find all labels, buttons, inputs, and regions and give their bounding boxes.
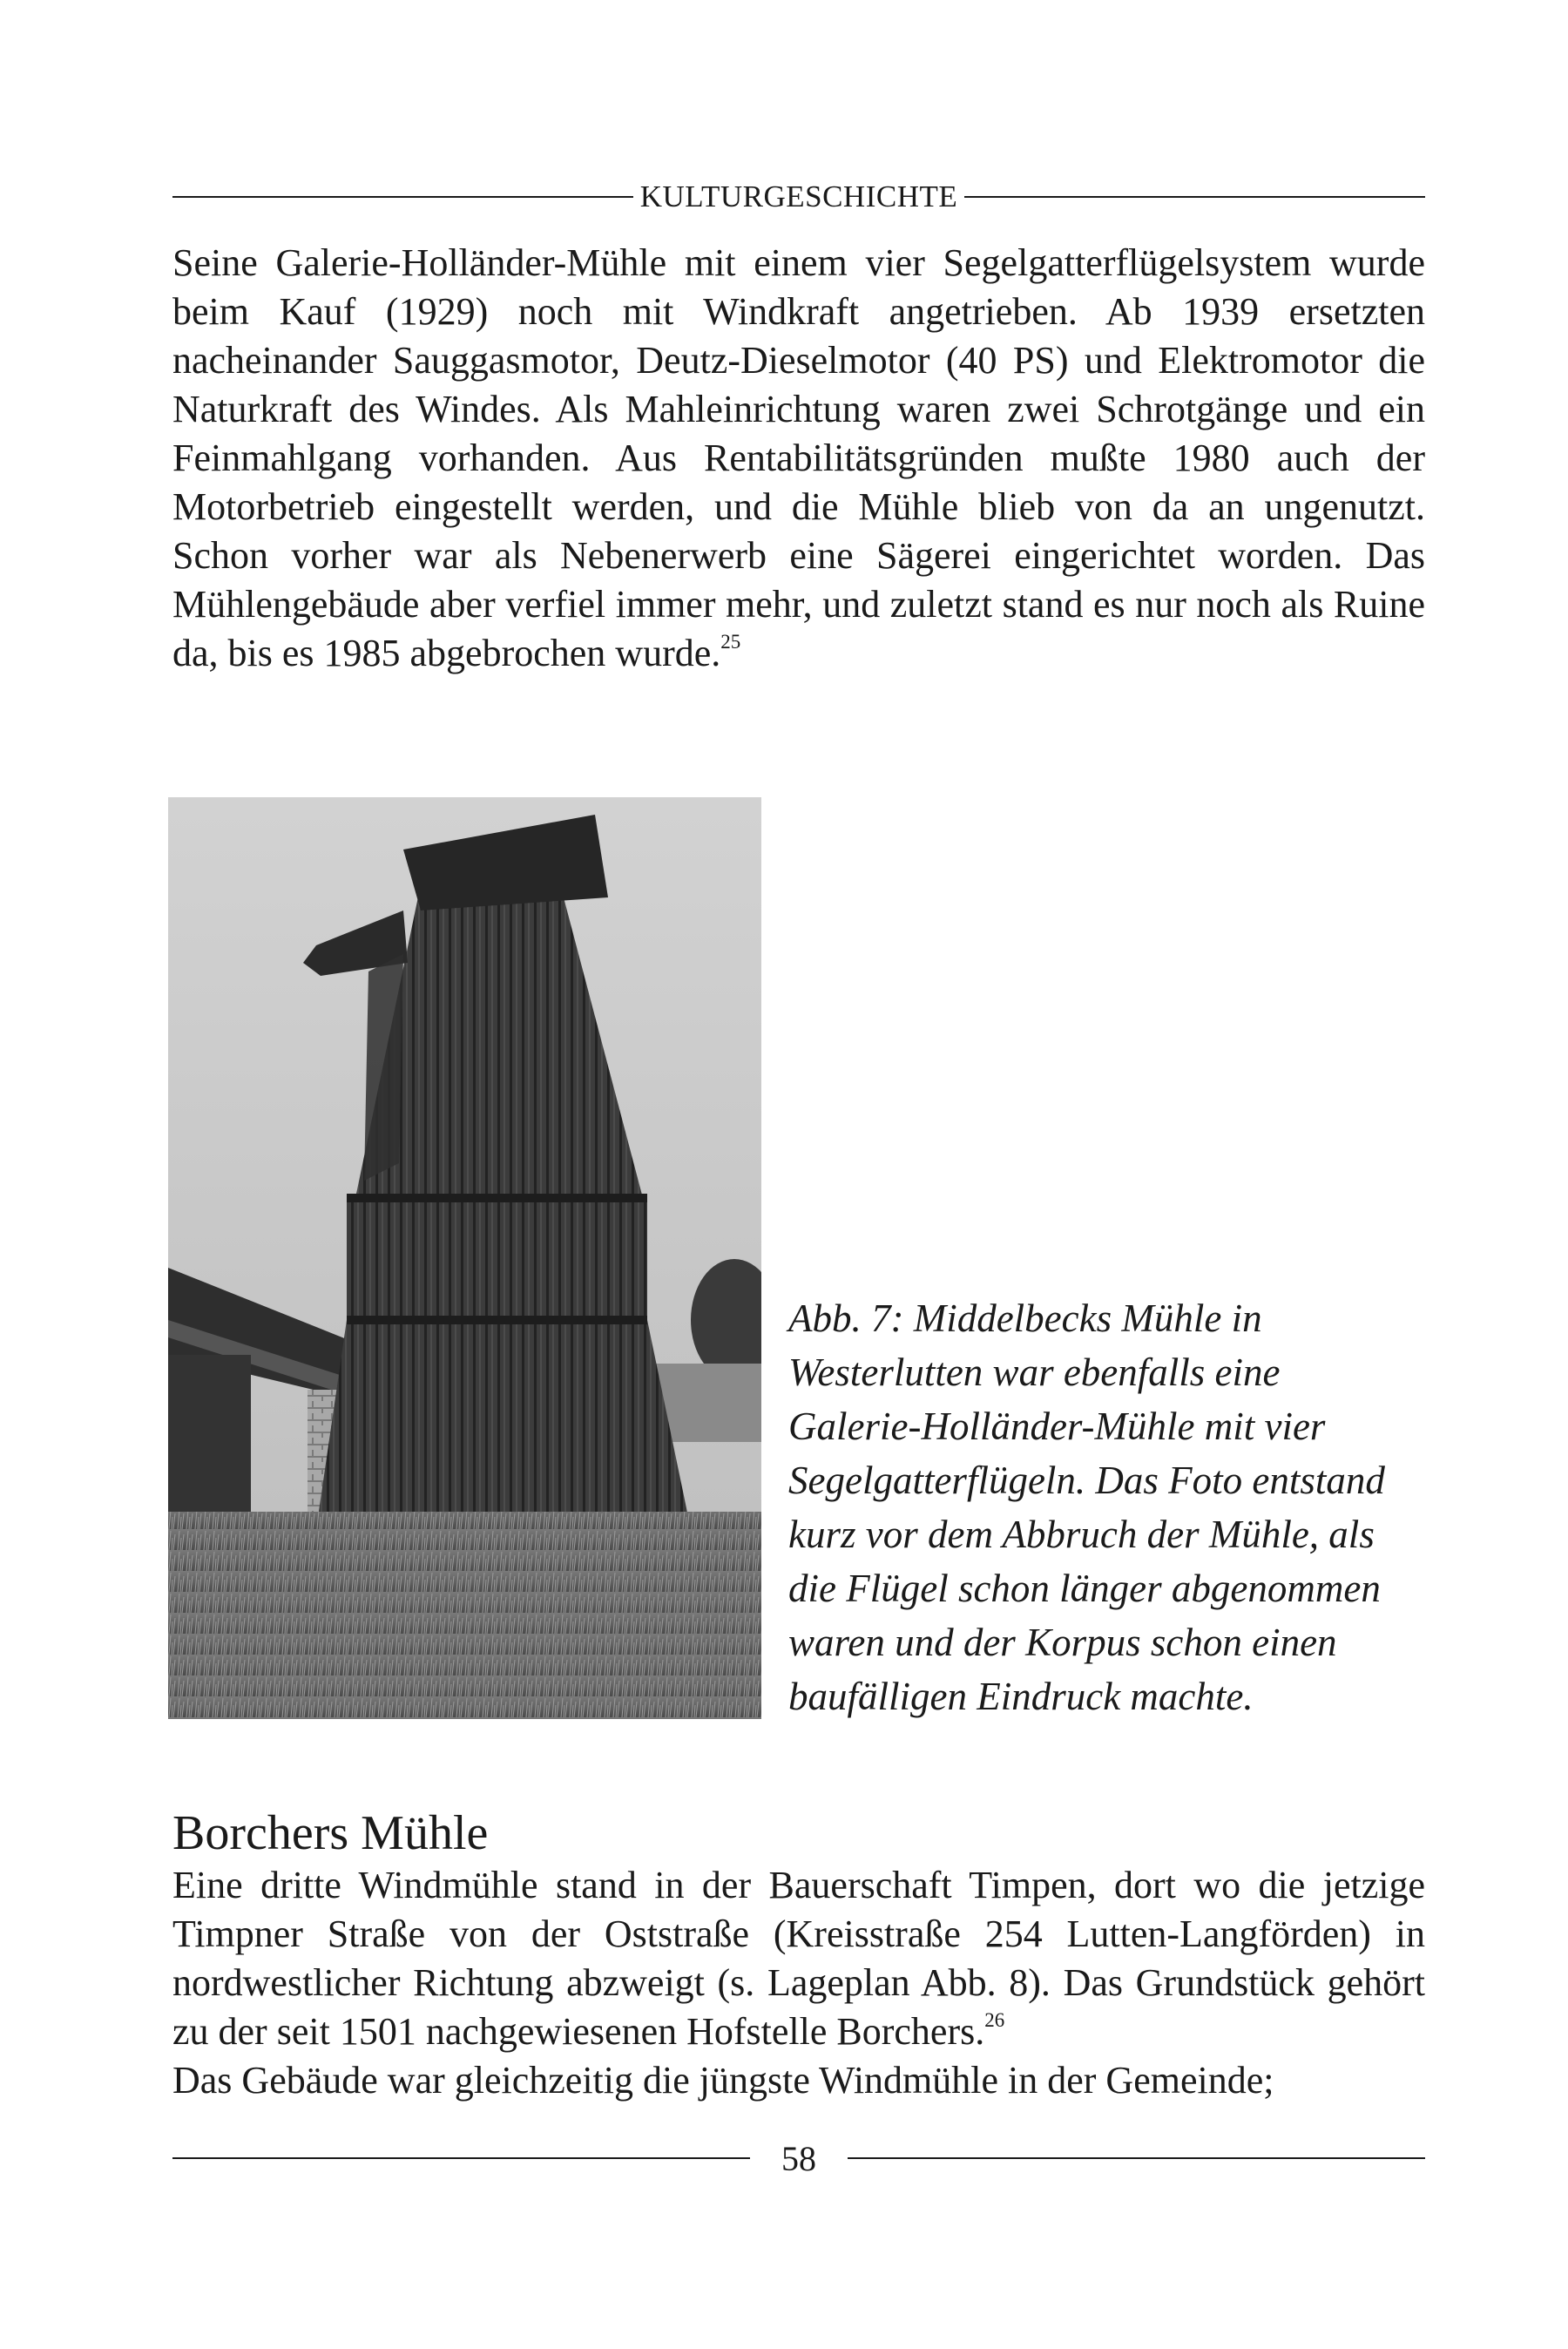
paragraph-2-continuation: Das Gebäude war gleichzeitig die jüngste Windmühle in der Gemeinde; (172, 2059, 1274, 2102)
footer-rule-right (848, 2157, 1425, 2159)
page-footer (172, 2132, 1425, 2184)
paragraph-2-text (172, 1861, 1425, 2056)
section-title: Borchers Mühle (172, 1806, 489, 1860)
footer-rule-left (172, 2157, 750, 2159)
windmill-photo (168, 797, 761, 1719)
windmill-photo-drawing (168, 797, 761, 1719)
footnote-marker-25: 25 (720, 631, 741, 653)
paragraph-2 (172, 1861, 1425, 2105)
figure-caption: Abb. 7: Middelbecks Mühle in Westerlutten war ebenfalls eine Galerie-Holländer-Mühle mit vier Segelgatterflügeln. Das Foto entstand kurz vor dem Abbruch der Mühle, als die Flügel schon länger abgenommen waren und der Korpus schon einen baufälligen Eindruck machte. (788, 1296, 1385, 1718)
paragraph-1-body: Seine Galerie-Holländer-Mühle mit einem vier Segelgatterflügelsystem wurde beim Kauf (1929) noch mit Windkraft angetrieben. Ab 1939 ersetzten nacheinander Sauggasmotor, Deutz-Dieselmotor (40 PS) und Elektromotor die Naturkraft des Windes. Als Mahleinrichtung waren zwei Schrotgänge und ein Feinmahlgang vorhanden. Aus Rentabilitätsgründen mußte 1980 auch der Motorbetrieb eingestellt werden, und die Mühle blieb von da an ungenutzt. Schon vorher war als Nebenerwerb eine Sägerei eingerichtet worden. Das Mühlengebäude aber verfiel immer mehr, und zuletzt stand es nur noch als Ruine da, bis es 1985 abgebrochen wurde. (172, 241, 1425, 674)
header-rule-right (964, 196, 1425, 198)
paragraph-1-text (172, 239, 1425, 678)
footnote-marker-26: 26 (984, 2009, 1005, 2031)
header-rule-left (172, 196, 633, 198)
paragraph-1 (172, 239, 1425, 678)
running-head-label: KULTURGESCHICHTE (639, 179, 958, 213)
page-number: 58 (781, 2138, 816, 2178)
running-head (172, 171, 1425, 223)
paragraph-2-body: Eine dritte Windmühle stand in der Bauerschaft Timpen, dort wo die jetzige Timpner Straße von der Oststraße (Kreisstraße 254 Lutten-Langförden) in nordwestlicher Richtung abzweigt (s. Lageplan Abb. 8). Das Grundstück gehört zu der seit 1501 nachgewiesenen Hofstelle Borchers. (172, 1864, 1425, 2053)
